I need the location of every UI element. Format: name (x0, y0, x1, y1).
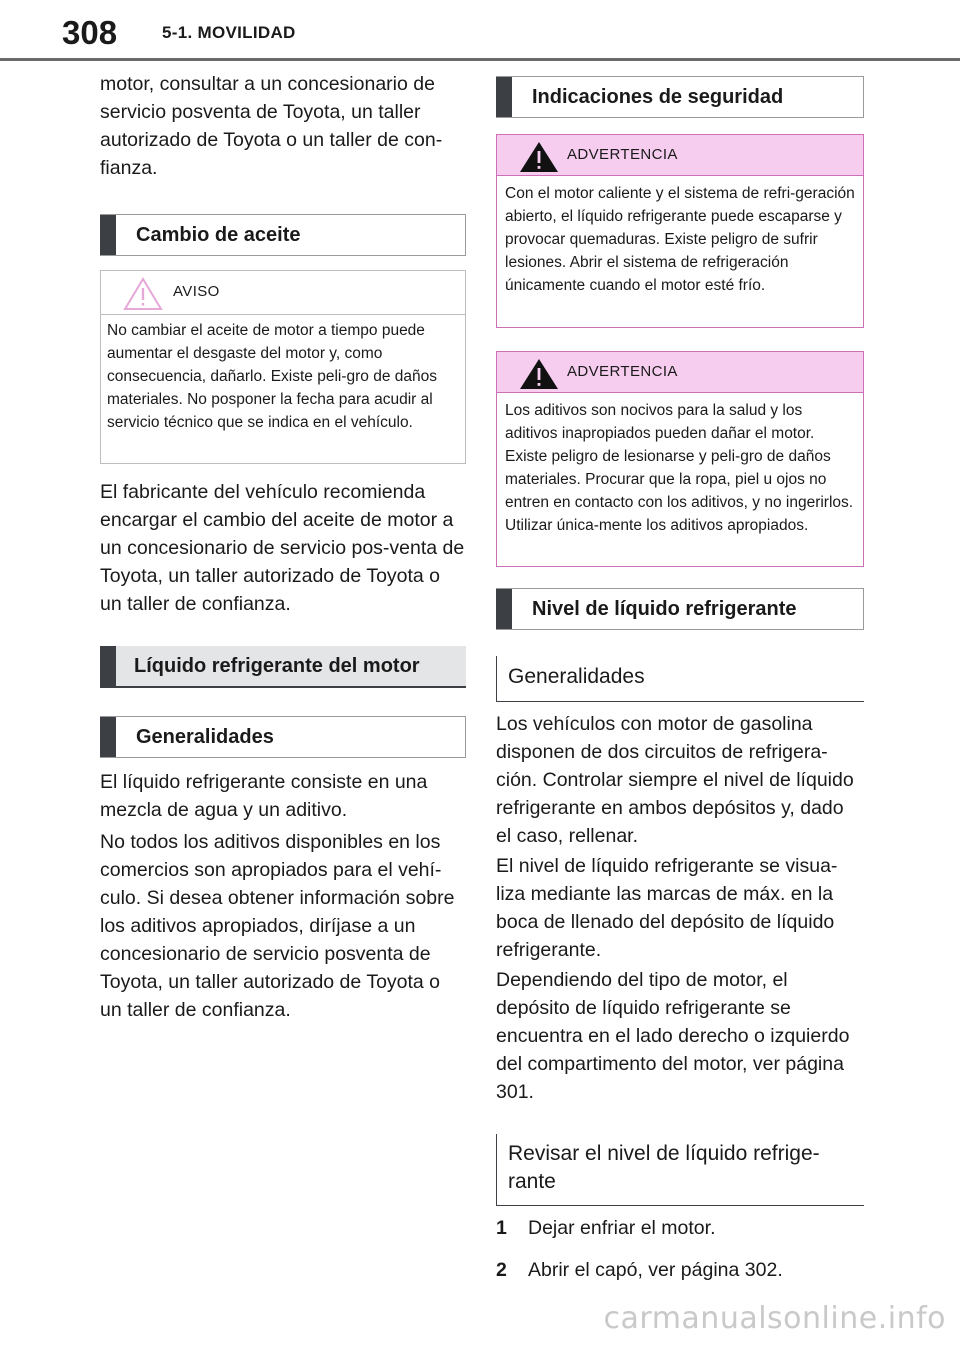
subheading-general: Generalidades (496, 656, 864, 702)
heading-bar (100, 646, 116, 686)
header-divider (0, 58, 960, 61)
aviso-title: AVISO (173, 283, 220, 300)
warning-triangle-icon (519, 141, 559, 173)
warning-2-header (497, 352, 863, 393)
heading-bar (496, 77, 512, 117)
heading-general (100, 716, 466, 758)
step-number: 2 (496, 1259, 507, 1281)
page-header (0, 0, 960, 62)
heading-general-text: Generalidades (136, 725, 274, 748)
heading-oil-change (100, 214, 466, 256)
heading-bar (100, 215, 116, 255)
step-item (496, 1256, 864, 1284)
warning-triangle-icon (519, 358, 559, 390)
level-paragraph-1: Los vehículos con motor de gasolina disponen de dos circuitos de refrigera-ción. Controlar siempre el nivel de líquido refrigerante en ambos depósitos y, dado el caso, rellenar. (496, 713, 854, 847)
intro-paragraph: motor, consultar a un concesionario de servicio posventa de Toyota, un taller autorizado de Toyota o un taller de con-fianza. (100, 73, 443, 179)
heading-safety (496, 76, 864, 118)
warning-1-header (497, 135, 863, 176)
warning-1-title: ADVERTENCIA (567, 146, 678, 163)
aviso-header (101, 271, 465, 315)
warning-triangle-icon (123, 277, 163, 311)
level-paragraph-2: El nivel de líquido refrigerante se visua-liza mediante las marcas de máx. en la boca de llenado del depósito de líquido refrigerante. (496, 855, 838, 961)
general-paragraph-2: No todos los aditivos disponibles en los comercios son apropiados para el vehí-culo. Si desea obtener información sobre los aditivos apropiados, diríjase a un concesionario de servicio posventa de Toyota, un taller autorizado de Toyota o un taller de confianza. (100, 831, 455, 1021)
warning-1-text: Con el motor caliente y el sistema de refri-geración abierto, el líquido refrigerante puede escaparse y provocar quemaduras. Existe peligro de sufrir lesiones. Abrir el sistema de refrigeración únicamente cuando el motor esté frío. (505, 185, 855, 294)
watermark: carmanualsonline.info (603, 1301, 946, 1336)
general-paragraph-1: El líquido refrigerante consiste en una mezcla de agua y un aditivo. (100, 771, 428, 821)
warning-box-2 (496, 351, 864, 567)
step-text: Dejar enfriar el motor. (528, 1217, 716, 1239)
oil-paragraph: El fabricante del vehículo recomienda encargar el cambio del aceite de motor a un concesionario de servicio pos-venta de Toyota, un taller autorizado de Toyota o un taller de confianza. (100, 481, 465, 615)
step-text: Abrir el capó, ver página 302. (528, 1259, 783, 1281)
warning-box-1 (496, 134, 864, 328)
heading-coolant-level-text: Nivel de líquido refrigerante (532, 597, 797, 620)
heading-safety-text: Indicaciones de seguridad (532, 85, 784, 108)
level-paragraph-3: Dependiendo del tipo de motor, el depósito de líquido refrigerante se encuentra en el lado derecho o izquierdo del compartimento del motor, ver página 301. (496, 969, 850, 1103)
aviso-text: No cambiar el aceite de motor a tiempo puede aumentar el desgaste del motor y, como consecuencia, dañarlo. Existe peli-gro de daños materiales. No posponer la fecha para acudir al servicio técnico que se indica en el vehículo. (107, 322, 438, 431)
warning-2-title: ADVERTENCIA (567, 363, 678, 380)
page-number: 308 (62, 14, 118, 51)
heading-engine-coolant-text: Líquido refrigerante del motor (134, 654, 420, 677)
heading-engine-coolant (100, 646, 466, 688)
subheading-check-level: Revisar el nivel de líquido refrige-rante (496, 1134, 864, 1206)
step-item (496, 1214, 864, 1242)
heading-bar (100, 717, 116, 757)
warning-2-text: Los aditivos son nocivos para la salud y los aditivos inapropiados pueden dañar el motor. Existe peligro de lesionarse y peli-gro de daños materiales. Procurar que la ropa, piel u ojos no entren en contacto con los aditivos, y no ingerirlos. Utilizar única-mente los aditivos apropiados. (505, 402, 854, 534)
section-title: 5-1. MOVILIDAD (162, 23, 296, 42)
heading-oil-change-text: Cambio de aceite (136, 223, 301, 246)
heading-bar (496, 589, 512, 629)
aviso-notice (100, 270, 466, 464)
heading-coolant-level (496, 588, 864, 630)
step-number: 1 (496, 1217, 507, 1239)
